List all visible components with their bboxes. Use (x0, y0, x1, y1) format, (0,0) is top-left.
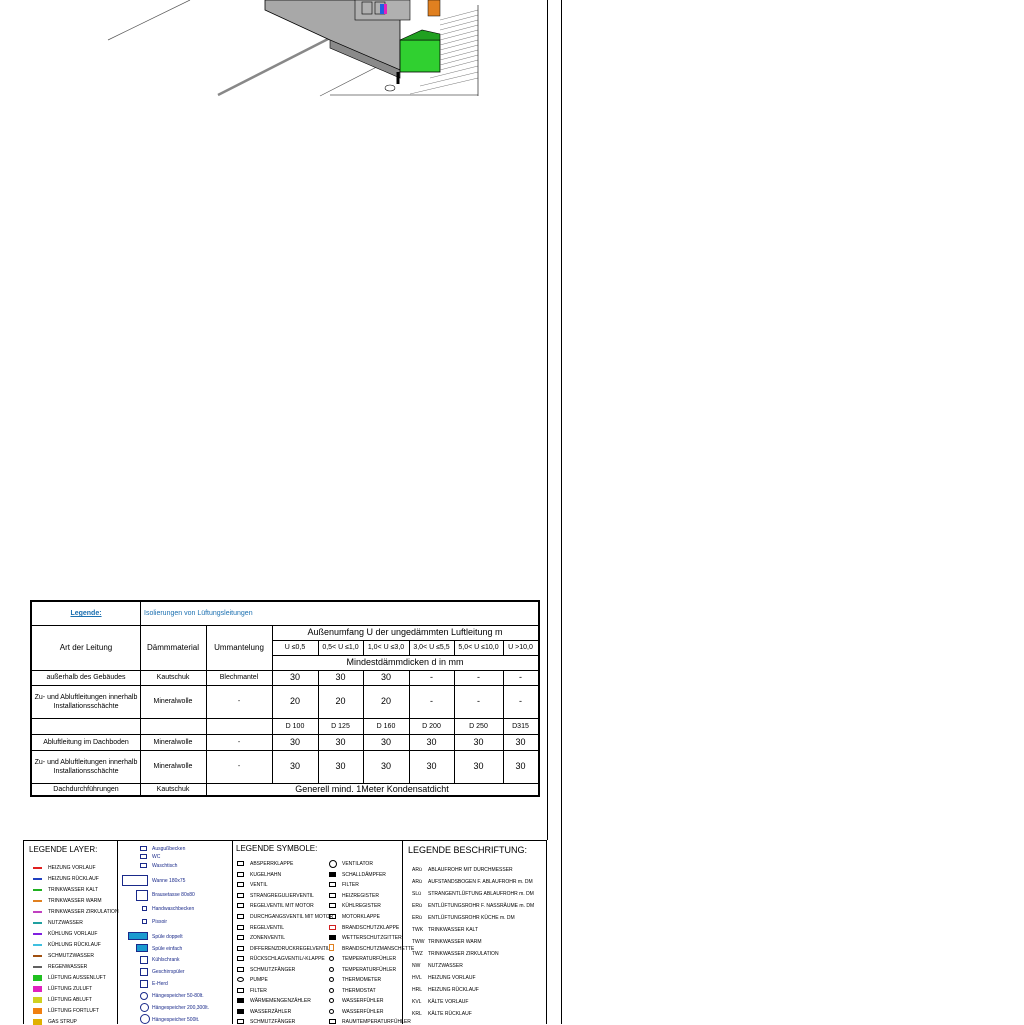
col-header-ummantelung: Ummantelung (214, 643, 264, 652)
cell-value: 30 (380, 672, 391, 682)
cell-value: 30 (289, 736, 300, 747)
label-code: KRL (412, 1011, 422, 1017)
layer-swatch (33, 889, 42, 891)
isometric-ventilation-drawing (100, 0, 480, 100)
symbol-label: SCHMUTZFÄNGER (250, 1019, 296, 1025)
symbol-label: VENTIL (250, 882, 268, 888)
diameter-label: D315 (512, 722, 529, 730)
layer-swatch (33, 955, 42, 957)
layer-label: GAS STRUP (48, 1019, 77, 1025)
row-art: Abluftleitung im Dachboden (43, 738, 129, 746)
label-code: NW (412, 963, 421, 969)
symbol-label: PUMPE (250, 977, 268, 983)
sensor-icon (329, 998, 334, 1003)
fixture-label: WC (152, 854, 161, 860)
cell-value: 30 (473, 736, 484, 747)
u-range: U ≤0,5 (284, 644, 306, 651)
fixture-label: Hängespeicher 50-80lt. (152, 993, 204, 999)
u-range: 1,0< U ≤3,0 (367, 644, 405, 651)
cell-value: 20 (380, 696, 391, 706)
symbol-icon (329, 944, 334, 951)
u-range: 0,5< U ≤1,0 (322, 644, 359, 651)
u-range: U >10,0 (508, 644, 533, 651)
u-range: 5,0< U ≤10,0 (458, 644, 499, 651)
symbol-label: TEMPERATURFÜHLER (342, 956, 397, 962)
label-code: KVL (412, 999, 422, 1005)
label-text: TRINKWASSER KALT (428, 927, 479, 933)
symbol-label: BRANDSCHUTZKLAPPE (342, 925, 400, 931)
row-material: Mineralwolle (153, 698, 193, 705)
fixture-icon (140, 980, 148, 988)
fixture-icon (140, 968, 148, 976)
layer-swatch (33, 1019, 42, 1025)
fixture-icon (136, 890, 148, 901)
label-text: AUFSTANDSBOGEN F. ABLAUFROHR m. DM (428, 879, 533, 885)
diameter-label: D 160 (376, 722, 396, 730)
symbol-label: SCHMUTZFÄNGER (250, 967, 296, 973)
row-art: außerhalb des Gebäudes (46, 674, 126, 681)
symbol-icon (237, 956, 244, 961)
cell-value: - (430, 696, 433, 706)
cell-value: 30 (426, 736, 437, 747)
fixture-icon (140, 956, 148, 964)
col-header-art: Art der Leitung (59, 643, 113, 652)
symbol-label: VENTILATOR (342, 861, 373, 867)
cell-value: 30 (515, 736, 526, 747)
label-code: HVL (412, 975, 422, 981)
label-code: TWW (412, 939, 425, 945)
label-text: HEIZUNG RÜCKLAUF (428, 987, 479, 993)
label-code: TWZ (412, 951, 423, 957)
symbol-icon (329, 903, 336, 908)
symbol-icon (329, 925, 336, 930)
symbol-label: WASSERFÜHLER (342, 998, 384, 1004)
label-code: ARü (412, 867, 422, 873)
col-header-material: Dämmmaterial (146, 643, 199, 652)
layer-swatch (33, 975, 42, 981)
fixture-icon (122, 875, 148, 886)
label-text: ABLAUFROHR MIT DURCHMESSER (428, 867, 513, 873)
symbol-icon (237, 893, 244, 898)
row-art: Zu- und Abluftleitungen innerhalb Installationsschächte (34, 693, 138, 710)
symbol-label: THERMOSTAT (342, 988, 376, 994)
symbol-label: RÜCKSCHLAGVENTIL/-KLAPPE (250, 956, 325, 962)
layer-swatch (33, 878, 42, 880)
symbol-label: FILTER (250, 988, 267, 994)
symbol-icon (237, 914, 244, 919)
symbol-label: THERMOMETER (342, 977, 382, 983)
fan-icon (329, 860, 337, 868)
cell-value: 30 (380, 736, 391, 747)
symbol-icon (237, 998, 244, 1003)
symbol-label: DIFFERENZDRUCKREGELVENTIL (250, 946, 330, 952)
fixture-label: Waschtisch (152, 863, 178, 869)
row-ummantelung: - (237, 763, 241, 770)
label-code: HRL (412, 987, 423, 993)
fixture-icon (140, 992, 148, 1000)
fixture-icon (140, 854, 147, 859)
layer-swatch (33, 911, 42, 913)
fixture-icon (142, 919, 147, 924)
symbol-label: WASSERFÜHLER (342, 1009, 384, 1015)
cell-value: 30 (380, 761, 391, 771)
fixture-label: Geschirrspüler (152, 969, 185, 975)
symbol-label: KÜHLREGISTER (342, 903, 381, 909)
fixture-label: Ausgußbecken (152, 846, 186, 852)
symbol-icon (237, 1019, 244, 1024)
symbol-label: TEMPERATURFÜHLER (342, 967, 397, 973)
layer-label: HEIZUNG RÜCKLAUF (48, 876, 99, 882)
cell-value: - (477, 696, 480, 706)
symbol-label: STRANGREGULIERVENTIL (250, 893, 314, 899)
sensor-icon (329, 967, 334, 972)
row-art: Dachdurchführungen (53, 785, 119, 793)
symbol-icon (329, 914, 336, 919)
label-text: TRINKWASSER ZIRKULATION (428, 951, 499, 957)
fixture-icon (142, 906, 147, 911)
layer-label: REGENWASSER (48, 964, 88, 970)
fixture-label: Wanne 180x75 (152, 878, 186, 884)
symbol-icon (237, 872, 244, 877)
layer-label: LÜFTUNG AUSSENLUFT (48, 975, 106, 981)
label-text: TRINKWASSER WARM (428, 939, 482, 945)
layer-label: KÜHLUNG VORLAUF (48, 931, 98, 937)
symbol-label: ZONENVENTIL (250, 935, 286, 941)
label-text: KÄLTE RÜCKLAUF (428, 1011, 472, 1017)
layer-label: KÜHLUNG RÜCKLAUF (48, 942, 101, 948)
legend-title: Legende: (70, 610, 102, 617)
fixture-label: Hängespeicher 500lt. (152, 1017, 200, 1023)
fixture-label: Hängespeicher 200,300lt. (152, 1005, 209, 1011)
u-range: 3,0< U ≤5,5 (413, 644, 450, 651)
row-art: Zu- und Abluftleitungen innerhalb Installationsschächte (34, 758, 138, 775)
symbol-icon (329, 893, 336, 898)
symbol-label: REGELVENTIL (250, 925, 285, 931)
layer-swatch (33, 933, 42, 935)
symbol-icon (237, 935, 244, 940)
layer-swatch (33, 900, 42, 902)
label-text: HEIZUNG VORLAUF (428, 975, 476, 981)
diameter-label: D 250 (469, 722, 488, 730)
layer-label: LÜFTUNG ABLUFT (48, 997, 92, 1003)
label-code: ERü (412, 915, 422, 921)
fixture-label: Spüle einfach (152, 946, 183, 952)
page-border-line (547, 0, 548, 840)
fixture-icon (140, 846, 147, 851)
cell-value: 30 (426, 761, 437, 771)
symbol-icon (237, 946, 244, 951)
symbol-icon (329, 935, 336, 940)
symbol-label: RAUMTEMPERATURFÜHLER (342, 1019, 411, 1025)
fixture-label: Kühlschrank (152, 957, 180, 963)
symbol-icon (237, 925, 244, 930)
diameter-label: D 100 (285, 722, 305, 730)
insulation-table (30, 600, 540, 797)
layer-label: TRINKWASSER ZIRKULATION (48, 909, 119, 915)
layer-label: HEIZUNG VORLAUF (48, 865, 96, 871)
fixture-label: Brausetasse 80x80 (152, 892, 195, 898)
legend-symbols-title: LEGENDE SYMBOLE: (236, 844, 318, 853)
sensor-icon (329, 977, 334, 982)
sensor-icon (329, 956, 334, 961)
layer-label: LÜFTUNG ZULUFT (48, 986, 93, 992)
insulation-title: Isolierungen von Lüftungsleitungen (144, 610, 253, 617)
row-material: Mineralwolle (153, 738, 193, 746)
fixture-icon (140, 863, 147, 868)
row-ummantelung: - (237, 698, 241, 705)
min-thickness-header: Mindestdämmdicken d in mm (346, 657, 464, 667)
fixture-icon (140, 1014, 150, 1024)
cell-value: 30 (335, 672, 346, 682)
layer-swatch (33, 867, 42, 869)
cell-value: 30 (473, 761, 484, 771)
fixture-label: Pissoir (152, 919, 168, 925)
symbol-icon (329, 882, 336, 887)
symbol-icon (237, 988, 244, 993)
fixture-label: E-Herd (152, 981, 168, 987)
layer-swatch (33, 966, 42, 968)
row-material: Mineralwolle (153, 763, 193, 770)
label-code: SLü (412, 891, 421, 897)
symbol-label: WASSERZÄHLER (250, 1009, 292, 1015)
row-ummantelung: Blechmantel (219, 674, 259, 681)
symbol-label: BRANDSCHUTZMANSCHETTE (342, 946, 415, 952)
label-code: ERü (412, 903, 422, 909)
row-ummantelung: - (237, 738, 241, 746)
symbol-icon (237, 861, 244, 866)
sensor-icon (329, 988, 334, 993)
label-text: ENTLÜFTUNGSROHR KÜCHE m. DM (428, 915, 515, 921)
sensor-icon (329, 1009, 334, 1014)
cell-value: - (519, 696, 522, 706)
label-text: NUTZWASSER (428, 963, 463, 969)
label-text: STRANGENTLÜFTUNG ABLAUFROHR m. DM (428, 891, 534, 897)
header-perimeter: Außenumfang U der ungedämmten Luftleitung m (307, 627, 503, 637)
symbol-icon (237, 882, 244, 887)
legend-block (23, 840, 547, 1024)
layer-swatch (33, 986, 42, 992)
fixture-icon (128, 932, 148, 940)
row-material: Kautschuk (156, 674, 190, 681)
cell-value: 30 (335, 736, 346, 747)
cell-value: 30 (515, 761, 526, 771)
label-text: KÄLTE VORLAUF (428, 999, 469, 1005)
legend-layer-title: LEGENDE LAYER: (29, 845, 98, 854)
symbol-icon (329, 872, 336, 877)
cell-value: 30 (335, 761, 346, 771)
row-note: Generell mind. 1Meter Kondensatdicht (295, 783, 449, 794)
layer-swatch (33, 944, 42, 946)
layer-label: TRINKWASSER KALT (48, 887, 99, 893)
symbol-label: HEIZREGISTER (342, 893, 379, 899)
symbol-label: WETTERSCHUTZGITTER (342, 935, 402, 941)
symbol-icon (237, 903, 244, 908)
symbol-label: DURCHGANGSVENTIL MIT MOTOR (250, 914, 334, 920)
layer-label: LÜFTUNG FORTLUFT (48, 1008, 100, 1014)
diameter-label: D 200 (422, 722, 441, 730)
page-border-line-right (561, 0, 562, 1024)
layer-swatch (33, 1008, 42, 1014)
fixture-label: Spüle doppelt (152, 934, 183, 940)
fixture-label: Handwaschbecken (152, 906, 195, 912)
row-material: Kautschuk (156, 785, 190, 793)
diameter-label: D 125 (331, 722, 350, 730)
symbol-label: WÄRMEMENGENZÄHLER (250, 998, 311, 1004)
layer-label: TRINKWASSER WARM (48, 898, 102, 904)
symbol-label: SCHALLDÄMPFER (342, 872, 386, 878)
cell-value: - (477, 672, 480, 682)
pump-icon (237, 977, 244, 982)
cell-value: 30 (289, 761, 300, 771)
symbol-label: REGELVENTIL MIT MOTOR (250, 903, 314, 909)
cell-value: - (519, 672, 522, 682)
fixture-icon (140, 1003, 149, 1012)
fixture-icon (136, 944, 148, 952)
symbol-icon (237, 967, 244, 972)
layer-swatch (33, 922, 42, 924)
legend-labels-title: LEGENDE BESCHRIFTUNG: (408, 845, 528, 855)
label-text: ENTLÜFTUNGSROHR F. NASSRÄUME m. DM (428, 903, 535, 909)
cell-value: 30 (289, 672, 300, 682)
cell-value: - (430, 672, 433, 682)
layer-label: NUTZWASSER (48, 920, 83, 926)
symbol-label: FILTER (342, 882, 359, 888)
sensor-icon (329, 1019, 336, 1024)
symbol-label: MOTORKLAPPE (342, 914, 380, 920)
cell-value: 20 (335, 696, 346, 706)
label-code: ARü (412, 879, 422, 885)
symbol-label: ABSPERRKLAPPE (250, 861, 294, 867)
layer-label: SCHMUTZWASSER (48, 953, 94, 959)
layer-swatch (33, 997, 42, 1003)
cell-value: 20 (289, 696, 300, 706)
label-code: TWK (412, 927, 424, 933)
symbol-icon (237, 1009, 244, 1014)
symbol-label: KUGELHAHN (250, 872, 282, 878)
